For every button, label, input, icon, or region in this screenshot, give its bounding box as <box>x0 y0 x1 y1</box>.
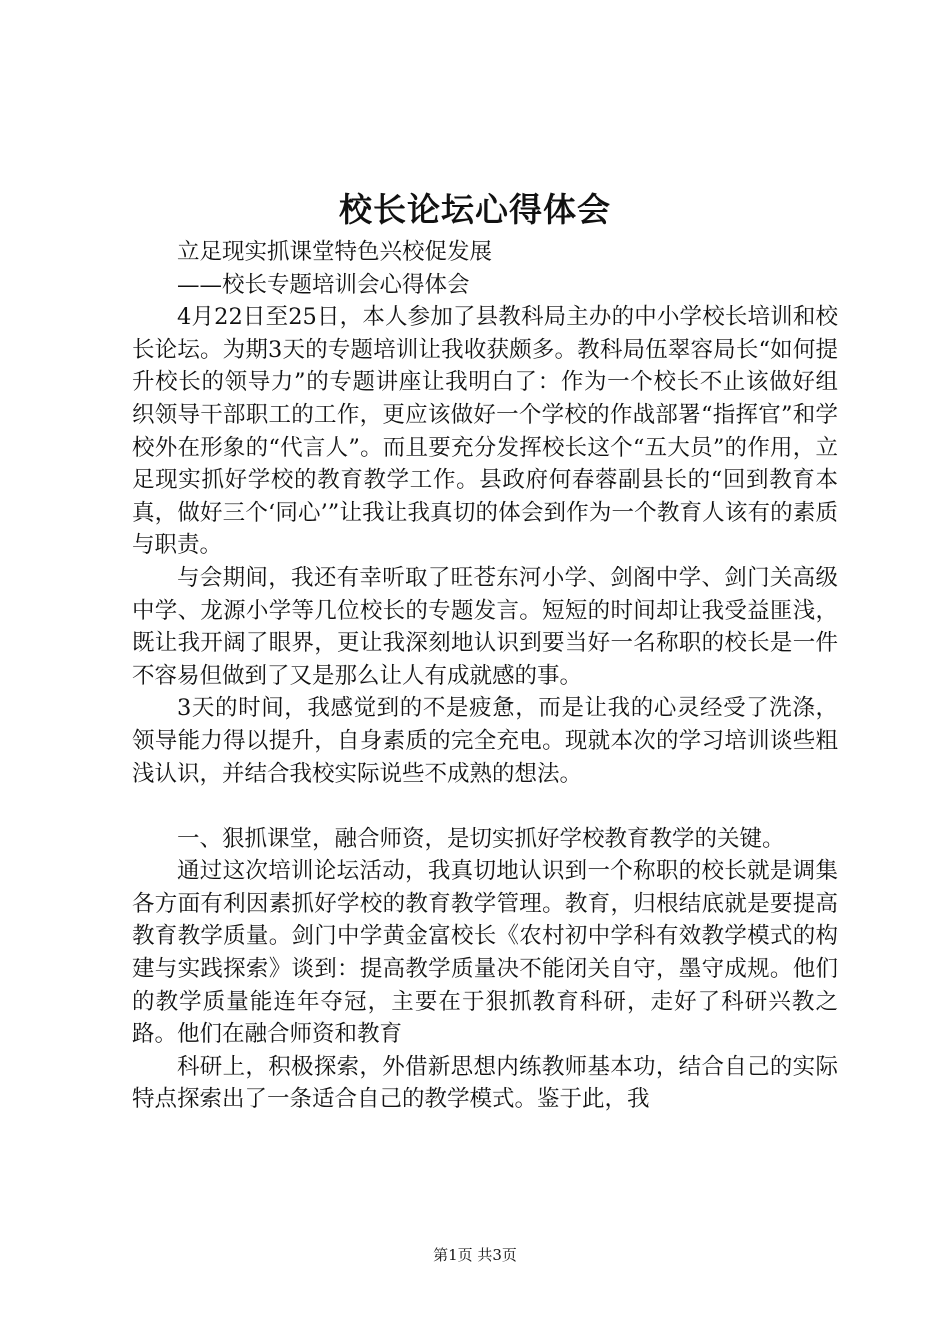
document-title: 校长论坛心得体会 <box>339 190 611 229</box>
paragraph-2: 与会期间，我还有幸听取了旺苍东河小学、剑阁中学、剑门关高级中学、龙源小学等几位校长的专题发言。短短的时间却让我受益匪浅，既让我开阔了眼界，更让我深刻地认识到要当好一名称职的校长是一件不容易但做到了又是那么让人有成就感的事。 <box>132 564 838 689</box>
page-number-footer: 第1页 共3页 <box>433 1246 517 1264</box>
blank-line <box>132 790 838 823</box>
paragraph-3: 3天的时间，我感觉到的不是疲惫，而是让我的心灵经受了洗涤，领导能力得以提升，自身素质的完全充电。现就本次的学习培训谈些粗浅认识，并结合我校实际说些不成熟的想法。 <box>132 695 838 787</box>
subtitle: 立足现实抓课堂特色兴校促发展 <box>177 239 493 265</box>
paragraph-4: 通过这次培训论坛活动，我真切地认识到一个称职的校长就是调集各方面有利因素抓好学校的教育教学管理。教育，归根结底就是要提高教育教学质量。剑门中学黄金富校长《农村初中学科有效教学模式的构建与实践探索》谈到：提高教学质量决不能闭关自守，墨守成规。他们的教学质量能连年夺冠，主要在于狠抓教育科研，走好了科研兴教之路。他们在融合师资和教育 <box>132 858 838 1048</box>
section-heading-1: 一、狠抓课堂，融合师资，是切实抓好学校教育教学的关键。 <box>177 825 785 852</box>
byline: ——校长专题培训会心得体会 <box>177 271 470 298</box>
paragraph-1: 4月22日至25日，本人参加了县教科局主办的中小学校长培训和校长论坛。为期3天的专题培训让我收获颇多。教科局伍翠容局长“如何提升校长的领导力”的专题讲座让我明白了：作为一个校长不止该做好组织领导干部职工的工作，更应该做好一个学校的作战部署“指挥官”和学校外在形象的“代言人”。而且要充分发挥校长这个“五大员”的作用，立足现实抓好学校的教育教学工作。县政府何春蓉副县长的“回到教育本真，做好三个‘同心’”让我让我真切的体会到作为一个教育人该有的素质与职责。 <box>132 304 838 559</box>
paragraph-5: 科研上，积极探索，外借新思想内练教师基本功，结合自己的实际特点探索出了一条适合自己的教学模式。鉴于此，我 <box>132 1053 838 1113</box>
document-body <box>132 236 838 1116</box>
